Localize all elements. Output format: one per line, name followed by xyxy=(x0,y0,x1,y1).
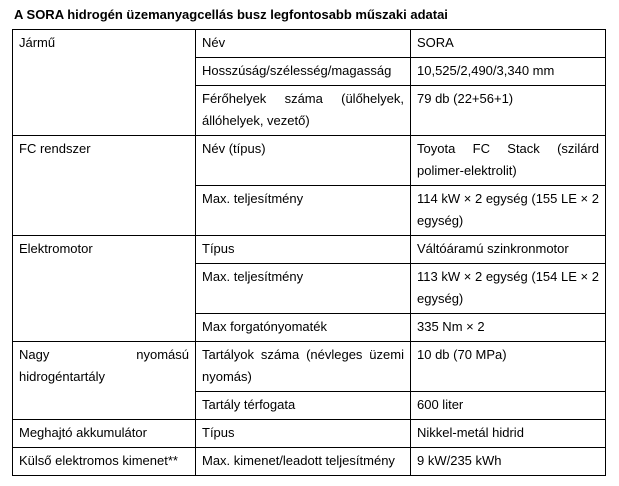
value-cell: Nikkel-metál hidrid xyxy=(411,420,606,448)
label-cell: Típus xyxy=(196,420,411,448)
table-row xyxy=(13,448,606,476)
label-cell: Max. teljesítmény xyxy=(196,186,411,236)
label-cell: Típus xyxy=(196,236,411,264)
label-cell: Hosszúság/szélesség/magasság xyxy=(196,58,411,86)
value-cell: 10,525/2,490/3,340 mm xyxy=(411,58,606,86)
group-cell: Jármű xyxy=(13,30,196,136)
table-row xyxy=(13,420,606,448)
label-cell: Tartály térfogata xyxy=(196,392,411,420)
document-title: A SORA hidrogén üzemanyagcellás busz legfontosabb műszaki adatai xyxy=(14,7,448,22)
group-cell: Elektromotor xyxy=(13,236,196,342)
table-row xyxy=(13,236,606,264)
value-cell: 113 kW × 2 egység (154 LE × 2 egység) xyxy=(411,264,606,314)
table-row xyxy=(13,136,606,186)
value-cell: 9 kW/235 kWh xyxy=(411,448,606,476)
label-cell: Férőhelyek száma (ülőhelyek, állóhelyek, vezető) xyxy=(196,86,411,136)
group-cell: Meghajtó akkumulátor xyxy=(13,420,196,448)
value-cell: 114 kW × 2 egység (155 LE × 2 egység) xyxy=(411,186,606,236)
value-cell: Váltóáramú szinkronmotor xyxy=(411,236,606,264)
label-cell: Név xyxy=(196,30,411,58)
label-cell: Tartályok száma (névleges üzemi nyomás) xyxy=(196,342,411,392)
label-cell: Max. kimenet/leadott teljesítmény xyxy=(196,448,411,476)
value-cell: 335 Nm × 2 xyxy=(411,314,606,342)
value-cell: 10 db (70 MPa) xyxy=(411,342,606,392)
value-cell: 600 liter xyxy=(411,392,606,420)
value-cell: Toyota FC Stack (szilárd polimer-elektrolit) xyxy=(411,136,606,186)
label-cell: Max. teljesítmény xyxy=(196,264,411,314)
group-cell: Külső elektromos kimenet** xyxy=(13,448,196,476)
value-cell: 79 db (22+56+1) xyxy=(411,86,606,136)
group-cell: Nagy nyomású hidrogéntartály xyxy=(13,342,196,420)
value-cell: SORA xyxy=(411,30,606,58)
spec-table xyxy=(12,29,606,476)
table-row xyxy=(13,342,606,392)
group-cell: FC rendszer xyxy=(13,136,196,236)
table-row xyxy=(13,30,606,58)
label-cell: Név (típus) xyxy=(196,136,411,186)
label-cell: Max forgatónyomaték xyxy=(196,314,411,342)
